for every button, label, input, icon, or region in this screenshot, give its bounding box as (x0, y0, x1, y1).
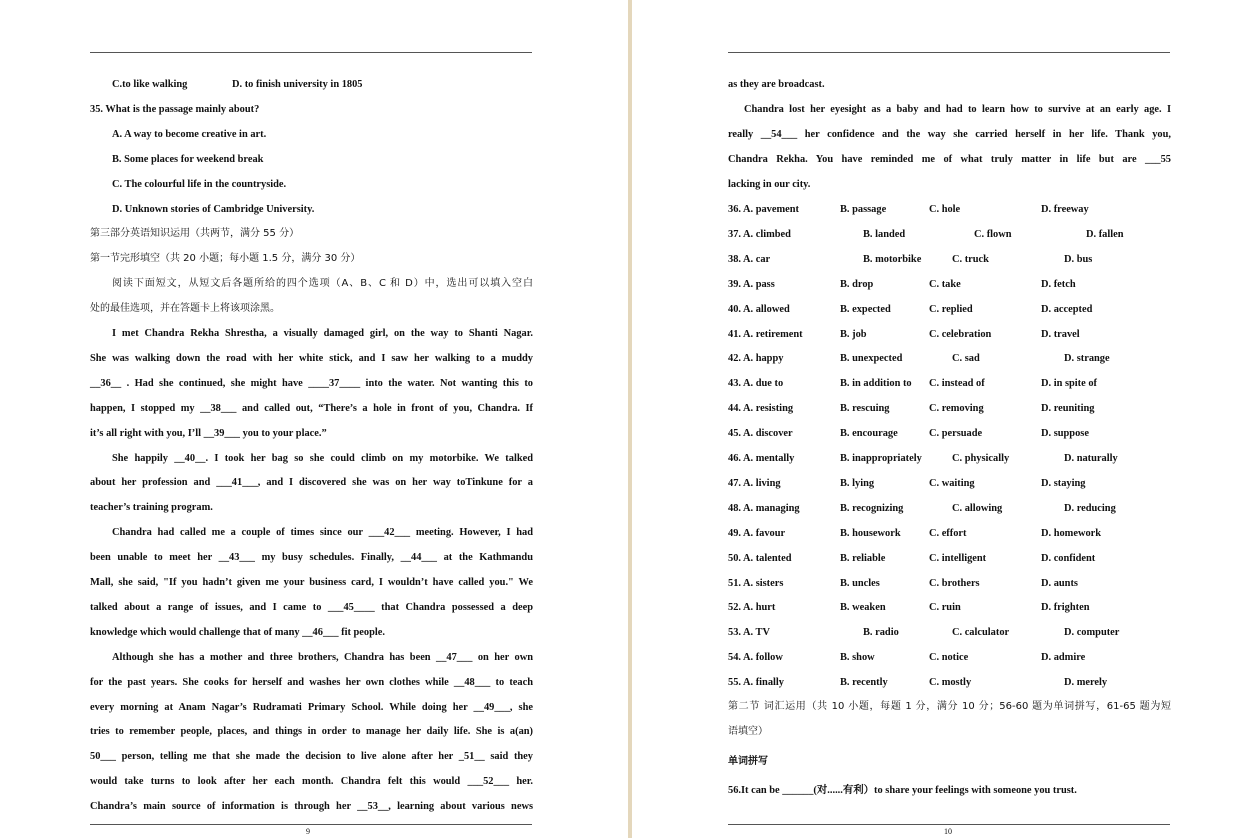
option-line: D. to finish university in 1805 (232, 79, 363, 90)
option-d: D. merely (1064, 677, 1108, 689)
text-line: D. Unknown stories of Cambridge University. (112, 203, 315, 215)
option-b: B. weaken (840, 602, 886, 614)
text-line: 35. What is the passage mainly about? (90, 103, 260, 115)
section-heading: 第二节 词汇运用（共 10 小题，每题 1 分，满分 10 分；56-60 题为单词拼写，61-65 题为短 (728, 701, 1171, 712)
text-line: Mall, she said, "If you hadn’t given me your business card, I wouldn’t have called you." We (90, 577, 533, 588)
option-b: B. in addition to (840, 378, 912, 390)
option-c: C. mostly (929, 677, 972, 689)
text-line: really __54___ her confidence and the way she carried herself in her life. Thank you, (728, 128, 1171, 140)
option-b: B. inappropriately (840, 453, 922, 464)
text-line: Chandra had called me a couple of times since our ___42___ meeting. However, I had (112, 527, 533, 539)
option-c: C. removing (929, 403, 984, 415)
option-d: D. reducing (1064, 502, 1116, 514)
option-a: 37. A. climbed (728, 228, 791, 240)
option-a: 54. A. follow (728, 652, 783, 664)
option-b: B. lying (840, 477, 875, 489)
text-line: Chandra lost her eyesight as a baby and had to learn how to survive at an early age. I (744, 103, 1171, 115)
option-d: D. naturally (1064, 453, 1118, 464)
option-b: B. passage (840, 204, 887, 215)
option-c: C. notice (929, 652, 969, 664)
bottom-rule (90, 824, 532, 825)
option-a: 47. A. living (728, 477, 781, 489)
text-line: talked about a range of issues, and I came to ___45____ that Chandra possessed a deep (90, 601, 533, 613)
page-number: 9 (306, 827, 310, 836)
option-a: 43. A. due to (728, 378, 784, 390)
text-line: Although she has a mother and three brothers, Chandra has been __47___ on her own (112, 651, 533, 663)
text-line: as they are broadcast. (728, 79, 825, 90)
option-d: D. bus (1064, 253, 1093, 265)
text-line: B. Some places for weekend break (112, 153, 264, 165)
option-c: C. flown (974, 228, 1012, 240)
option-line: C.to like walking (112, 79, 188, 90)
option-d: D. in spite of (1041, 378, 1097, 390)
option-d: D. strange (1064, 353, 1110, 365)
option-a: 51. A. sisters (728, 577, 784, 589)
option-b: B. landed (863, 228, 906, 240)
text-line: been unable to meet her __43___ my busy schedules. Finally, __44___ at the Kathmandu (90, 552, 533, 564)
page-number: 10 (944, 827, 952, 836)
text-line: would take turns to look after her each month. Chandra felt this would ___52___ her. (90, 776, 533, 788)
text-line: __36__ . Had she continued, she might have ____37____ into the water. Not wanting this to (90, 377, 533, 389)
option-d: D. fallen (1086, 228, 1124, 240)
option-d: D. homework (1041, 527, 1102, 539)
option-c: C. celebration (929, 328, 992, 340)
option-d: D. computer (1064, 627, 1120, 639)
text-line: She happily __40__. I took her bag so she could climb on my motorbike. We talked (112, 452, 533, 464)
option-d: D. aunts (1041, 577, 1078, 589)
text-line: knowledge which would challenge that of many __46___ fit people. (90, 626, 385, 638)
option-b: B. encourage (840, 428, 898, 440)
option-c: C. calculator (952, 627, 1010, 639)
instruction-line: 阅读下面短文，从短文后各题所给的四个选项（A、B、C 和 D）中，选出可以填入空白 (112, 278, 533, 290)
option-b: B. job (840, 328, 867, 340)
page-right (632, 0, 1258, 838)
option-c: C. hole (929, 204, 961, 215)
option-b: B. motorbike (863, 253, 922, 265)
option-a: 42. A. happy (728, 353, 784, 365)
text-line: happen, I stopped my __38___ and called out, “There’s a hole in front of you, Chandra. If (90, 402, 533, 414)
text-line: She was walking down the road with her white stick, and I saw her walking to a muddy (90, 352, 533, 364)
option-d: D. accepted (1041, 303, 1093, 315)
top-rule (90, 52, 532, 53)
option-c: C. instead of (929, 378, 985, 390)
option-a: 41. A. retirement (728, 328, 803, 340)
option-a: 39. A. pass (728, 278, 775, 290)
bottom-rule (728, 824, 1170, 825)
option-d: D. confident (1041, 552, 1096, 564)
text-line: 50___ person, telling me that she made the decision to live alone after her _51__ said they (90, 751, 533, 763)
option-c: C. take (929, 278, 961, 290)
page-left (0, 0, 628, 838)
top-rule (728, 52, 1170, 53)
text-line: Chandra Rekha. You have reminded me of what truly matter in life but are ___55 (728, 153, 1171, 165)
option-a: 55. A. finally (728, 677, 785, 689)
text-line: C. The colourful life in the countryside. (112, 178, 287, 190)
option-b: B. unexpected (840, 353, 903, 365)
text-line: lacking in our city. (728, 178, 811, 190)
instruction-line: 第三部分英语知识运用（共两节，满分 55 分） (90, 228, 300, 240)
option-a: 38. A. car (728, 253, 771, 265)
option-a: 50. A. talented (728, 552, 792, 564)
option-a: 49. A. favour (728, 527, 786, 539)
instruction-line: 第一节完形填空（共 20 小题；每小题 1.5 分，满分 30 分） (90, 253, 361, 265)
text-line: for the past years. She cooks for herself and washes her own clothes while __48___ to teach (90, 676, 533, 688)
text-line: Chandra’s main source of information is through her __53__, learning about various news (90, 801, 533, 813)
option-c: C. waiting (929, 477, 975, 489)
option-c: C. brothers (929, 577, 980, 589)
option-b: B. housework (840, 527, 901, 539)
text-line: A. A way to become creative in art. (112, 128, 267, 140)
text-line: it’s all right with you, I’ll __39___ you to your place.” (90, 427, 327, 439)
option-d: D. admire (1041, 652, 1086, 664)
text-line: tries to remember people, places, and things in order to manage her daily life. She is a(an) (90, 726, 533, 738)
option-d: D. freeway (1041, 204, 1089, 215)
option-c: C. allowing (952, 502, 1003, 514)
spelling-heading: 单词拼写 (728, 756, 768, 767)
text-line: teacher’s training program. (90, 502, 213, 514)
option-a: 44. A. resisting (728, 403, 794, 415)
option-d: D. reuniting (1041, 403, 1095, 415)
text-line: every morning at Anam Nagar’s Rudramati Primary School. While doing her __49___, she (90, 701, 533, 713)
option-c: C. effort (929, 527, 967, 539)
option-c: C. truck (952, 253, 989, 265)
option-c: C. ruin (929, 602, 961, 614)
option-b: B. show (840, 652, 875, 664)
option-b: B. uncles (840, 577, 880, 589)
text-line: about her profession and ___41___, and I discovered she was on her way toTinkune for a (90, 477, 533, 489)
option-b: B. radio (863, 627, 899, 639)
option-c: C. intelligent (929, 552, 987, 564)
option-c: C. replied (929, 303, 973, 315)
option-b: B. recently (840, 677, 888, 689)
option-a: 36. A. pavement (728, 204, 799, 215)
option-c: C. sad (952, 353, 980, 365)
option-b: B. expected (840, 303, 891, 315)
option-c: C. physically (952, 453, 1010, 464)
option-d: D. frighten (1041, 602, 1090, 614)
option-a: 45. A. discover (728, 428, 793, 440)
option-d: D. travel (1041, 328, 1080, 340)
option-a: 48. A. managing (728, 502, 800, 514)
option-b: B. rescuing (840, 403, 890, 415)
option-d: D. staying (1041, 477, 1086, 489)
option-d: D. fetch (1041, 278, 1076, 290)
section-heading-cont: 语填空） (728, 726, 768, 737)
option-b: B. reliable (840, 552, 886, 564)
question-56: 56.It can be ______(对......有利）to share your feelings with someone you trust. (728, 785, 1077, 796)
instruction-line: 处的最佳选项，并在答题卡上将该项涂黑。 (90, 303, 280, 315)
option-b: B. drop (840, 278, 874, 290)
option-d: D. suppose (1041, 428, 1089, 440)
option-c: C. persuade (929, 428, 983, 440)
option-a: 46. A. mentally (728, 453, 795, 464)
option-a: 53. A. TV (728, 627, 770, 639)
option-a: 40. A. allowed (728, 303, 790, 315)
text-line: I met Chandra Rekha Shrestha, a visually damaged girl, on the way to Shanti Nagar. (112, 328, 533, 339)
option-b: B. recognizing (840, 502, 904, 514)
option-a: 52. A. hurt (728, 602, 776, 614)
